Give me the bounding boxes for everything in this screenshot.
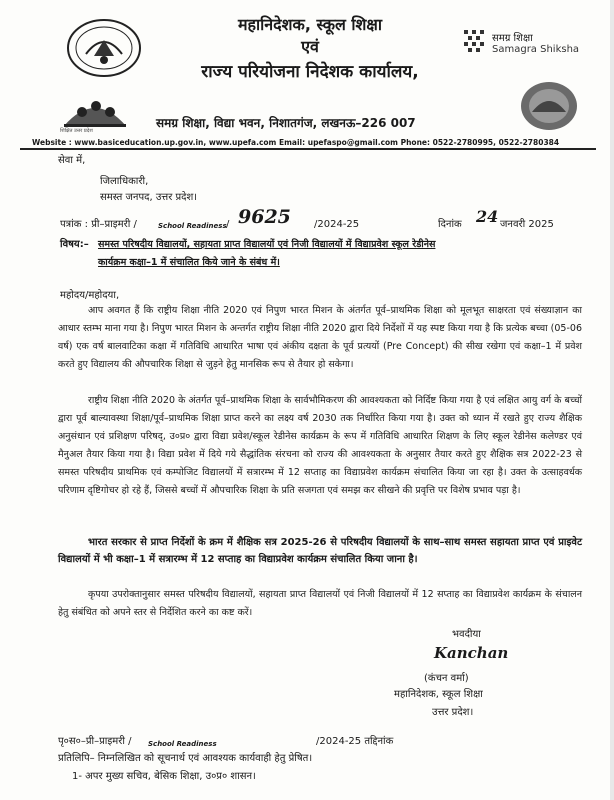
office-title-line2: एवं xyxy=(301,37,319,56)
letterhead-title xyxy=(150,14,470,84)
reference-prefix: पत्रांक : प्री–प्राइमरी / xyxy=(60,219,137,230)
date-label: दिनांक xyxy=(438,219,462,230)
office-title-line1: महानिदेशक, स्कूल शिक्षा xyxy=(237,15,383,34)
signatory-name: (कंचन वर्मा) xyxy=(424,673,469,684)
body-paragraph-3: भारत सरकार से प्राप्त निर्देशों के क्रम में शैक्षिक सत्र 2025-26 से परिषदीय विद्यालयों के साथ–साथ समस्त सहायता प्राप्त एवं प्राइवेट विद्यालयों में भी कक्षा–1 में सत्रारम्भ में 12 सप्ताह का विद्याप्रवेश कार्यक्रम संचालित किया जाना है। xyxy=(58,537,582,565)
body-paragraph-1: आप अवगत हैं कि राष्ट्रीय शिक्षा नीति 2020 एवं निपुण भारत मिशन के अंतर्गत पूर्व–प्राथमिक शिक्षा को मूलभूत साक्षरता एवं संख्याज्ञान का आधार स्तम्भ माना गया है। निपुण भारत मिशन के अन्तर्गत राष्ट्रीय शिक्षा नीति 2020 द्वारा दिये निर्देशों में यह स्पष्ट किया गया है कि प्रत्येक बच्चा (05-06 वर्ष) एक वर्ष बालवाटिका कक्षा में गतिविधि आधारित भाषा एवं अंकीय दक्षता के पूर्व प्रत्ययों (Pre Concept) की सीख रखेगा एवं कक्षा–1 में प्रवेश करते हुए विद्यालय की औपचारिक शिक्षा से जुड़ने हेतु मानसिक रूप से तैयार हो सकेगा। xyxy=(58,305,582,370)
recipient-line1: जिलाधिकारी, xyxy=(100,176,149,187)
footer-reference-prefix: पृ०स०–प्री–प्राइमरी / xyxy=(58,736,132,747)
signature: Kanchan xyxy=(434,644,509,662)
recipient-line2: समस्त जनपद, उत्तर प्रदेश। xyxy=(100,192,198,203)
reference-school-readiness: School Readiness xyxy=(158,222,227,230)
education-emblem-left xyxy=(60,88,130,130)
body-paragraph-2: राष्ट्रीय शिक्षा नीति 2020 के अंतर्गत पूर्व–प्राथमिक शिक्षा के सार्वभौमिकरण की आवश्यकता को निर्दिष्ट किया गया है एवं लक्षित आयु वर्ग के बच्चों द्वारा पूर्व बाल्यावस्था शिक्षा/पूर्व–प्राथमिक शिक्षा प्राप्त करने का लक्ष्य वर्ष 2030 तक निर्धारित किया गया है। उक्त को ध्यान में रखते हुए राज्य शैक्षिक अनुसंधान एवं प्रशिक्षण परिषद्, उ०प्र० द्वारा विद्या प्रवेश/स्कूल रेडीनेस कार्यक्रम के रूप में गतिविधि आधारित शिक्षण के लिए स्कूल रेडीनेस कलेण्डर एवं मैनुअल तैयार किया गया है। विद्या प्रवेश में दिये गये सैद्धांतिक संरचना को राज्य की आवश्यकता के अनुसार तैयार करते हुए शैक्षिक सत्र 2022-23 से समस्त परिषदीय प्राथमिक एवं कम्पोजिट विद्यालयों में सत्रारम्भ में 12 सप्ताह का विद्याप्रवेश कार्यक्रम संचालित किया जा रहा है। उक्त के उत्साहवर्धक परिणाम दृष्टिगोचर हो रहे हैं, जिससे बच्चों में औपचारिक शिक्षा के प्रति सजगता एवं समझ कर सीखने की प्रवृत्ति पर विशेष प्रभाव पड़ा है। xyxy=(58,395,582,496)
subject-line2: कार्यक्रम कक्षा–1 में संचालित किये जाने के संबंध में। xyxy=(98,257,280,268)
samagra-shiksha-hindi: समग्र शिक्षा xyxy=(492,33,533,44)
salutation: महोदय/महोदया, xyxy=(60,290,120,301)
closing-bhavdiya: भवदीया xyxy=(452,629,481,640)
body-paragraph-4: कृपया उपरोक्तानुसार समस्त परिषदीय विद्यालयों, सहायता प्राप्त विद्यालयों एवं निजी विद्यालयों में 12 सप्ताह का विद्याप्रवेश कार्यक्रम के संचालन हेतु संबंधित को अपने स्तर से निर्देशित करने का कष्ट करें। xyxy=(58,589,582,618)
up-government-logo xyxy=(64,16,144,80)
signatory-state: उत्तर प्रदेश। xyxy=(432,707,474,718)
reference-year: /2024-25 xyxy=(314,219,360,230)
education-emblem-right xyxy=(518,80,580,132)
samagra-shiksha-english: Samagra Shiksha xyxy=(492,44,580,55)
copy-to-item-1: 1- अपर मुख्य सचिव, बेसिक शिक्षा, उ०प्र० शासन। xyxy=(72,771,256,782)
footer-school-readiness: School Readiness xyxy=(148,740,217,748)
office-title-line3: राज्य परियोजना निदेशक कार्यालय, xyxy=(201,62,419,82)
contact-details: Website : www.basiceducation.up.gov.in, www.upefa.com Email: upefaspo@gmail.com Phone: 0522-2780995, 0522-2780384 xyxy=(32,138,560,147)
scan-edge xyxy=(610,0,614,800)
letter-page: महानिदेशक, स्कूल शिक्षा एवं राज्य परियोजना निदेशक कार्यालय, समग्र शिक्षा Samagra Shiksha शिक्षित उत्तर प्रदेश समग्र शिक्षा, विद्या भवन, निशातगंज, लखनऊ–226 007 Website : www.basiceducation.up.gov.in, www.upefa.com Email: upefaspo@gmail.com Phone: 0522-2780995, 0522-2780384 सेवा में, जिलाधिकारी, समस्त जनपद, उत्तर प्रदेश। पत्रांक : प्री–प्राइमरी / School Readiness / 9625 /2024-25 दिनांक 24 जनवरी 2025 विषय:– समस्त परिषदीय विद्यालयों, सहायता प्राप्त विद्यालयों एवं निजी विद्यालयों में विद्याप्रवेश स्कूल रेडीनेस कार्यक्रम कक्षा–1 में संचालित किये जाने के संबंध में। महोदय/महोदया, आप अवगत हैं कि राष्ट्रीय शिक्षा नीति 2020 एवं निपुण भारत मिशन के अंतर्गत पूर्व–प्राथमिक शिक्षा को मूलभूत साक्षरता एवं संख्याज्ञान का आधार स्तम्भ माना गया है। निपुण भारत मिशन के अन्तर्गत राष्ट्रीय शिक्षा नीति 2020 द्वारा दिये निर्देशों में यह स्पष्ट किया गया है कि प्रत्येक बच्चा (05-06 वर्ष) एक वर्ष बालवाटिका कक्षा में गतिविधि आधारित भाषा एवं अंकीय दक्षता के पूर्व प्रत्ययों (Pre Concept) की सीख रखेगा एवं कक्षा–1 में प्रवेश करते हुए विद्यालय की औपचारिक शिक्षा से जुड़ने हेतु मानसिक रूप से तैयार हो सकेगा। राष्ट्रीय शिक्षा नीति 2020 के अंतर्गत पूर्व–प्राथमिक शिक्षा के सार्वभौमिकरण की आवश्यकता को निर्दिष्ट किया गया है एवं लक्षित आयु वर्ग के बच्चों द्वारा पूर्व बाल्यावस्था शिक्षा/पूर्व–प्राथमिक शिक्षा प्राप्त करने का लक्ष्य वर्ष 2030 तक निर्धारित किया गया है। उक्त को ध्यान में रखते हुए राज्य शैक्षिक अनुसंधान एवं प्रशिक्षण परिषद्, उ०प्र० द्वारा विद्या प्रवेश/स्कूल रेडीनेस कार्यक्रम के रूप में गतिविधि आधारित शिक्षण के लिए स्कूल रेडीनेस कलेण्डर एवं मैनुअल तैयार किया गया है। विद्या प्रवेश में दिये गये सैद्धांतिक संरचना को राज्य की आवश्यकता के अनुसार तैयार करते हुए शैक्षिक सत्र 2022-23 से समस्त परिषदीय प्राथमिक एवं कम्पोजिट विद्यालयों में सत्रारम्भ में 12 सप्ताह का विद्याप्रवेश कार्यक्रम संचालित किया जा रहा है। उक्त के उत्साहवर्धक परिणाम दृष्टिगोचर हो रहे हैं, जिससे बच्चों में औपचारिक शिक्षा के प्रति सजगता एवं समझ कर सीखने की प्रवृत्ति पर विशेष प्रभाव पड़ा है। भारत सरकार से प्राप्त निर्देशों के क्रम में शैक्षिक सत्र 2025-26 से परिषदीय विद्यालयों के साथ–साथ समस्त सहायता प्राप्त एवं प्राइवेट विद्यालयों में भी कक्षा–1 में सत्रारम्भ में 12 सप्ताह का विद्याप्रवेश कार्यक्रम संचालित किया जाना है। कृपया उपरोक्तानुसार समस्त परिषदीय विद्यालयों, सहायता प्राप्त विद्यालयों एवं निजी विद्यालयों में 12 सप्ताह का विद्याप्रवेश कार्यक्रम के संचालन हेतु संबंधित को अपने स्तर से निर्देशित करने का कष्ट करें। भवदीया Kanchan (कंचन वर्मा) महानिदेशक, स्कूल शिक्षा उत्तर प्रदेश। पृ०स०–प्री–प्राइमरी / School Readiness /2024-25 तद्दिनांक प्रतिलिपि– निम्नलिखित को सूचनार्थ एवं आवश्यक कार्यवाही हेतु प्रेषित। 1- अपर मुख्य सचिव, बेसिक शिक्षा, उ०प्र० शासन। xyxy=(0,0,614,800)
footer-reference-year: /2024-25 तद्दिनांक xyxy=(316,736,394,747)
reference-number: 9625 xyxy=(238,206,291,228)
date-month-year: जनवरी 2025 xyxy=(500,219,554,230)
date-day: 24 xyxy=(476,207,499,226)
subject-line1: समस्त परिषदीय विद्यालयों, सहायता प्राप्त विद्यालयों एवं निजी विद्यालयों में विद्याप्रवेश स्कूल रेडीनेस xyxy=(98,239,436,250)
subject-label: विषय:– xyxy=(60,239,89,250)
signatory-designation: महानिदेशक, स्कूल शिक्षा xyxy=(394,689,483,700)
emblem-caption: शिक्षित उत्तर प्रदेश xyxy=(60,128,93,134)
office-address: समग्र शिक्षा, विद्या भवन, निशातगंज, लखनऊ–226 007 xyxy=(156,116,416,130)
letterhead-divider xyxy=(20,148,596,150)
copy-to-line: प्रतिलिपि– निम्नलिखित को सूचनार्थ एवं आवश्यक कार्यवाही हेतु प्रेषित। xyxy=(58,753,313,764)
samagra-shiksha-logo xyxy=(462,28,486,56)
recipient-sewa-me: सेवा में, xyxy=(58,155,86,166)
